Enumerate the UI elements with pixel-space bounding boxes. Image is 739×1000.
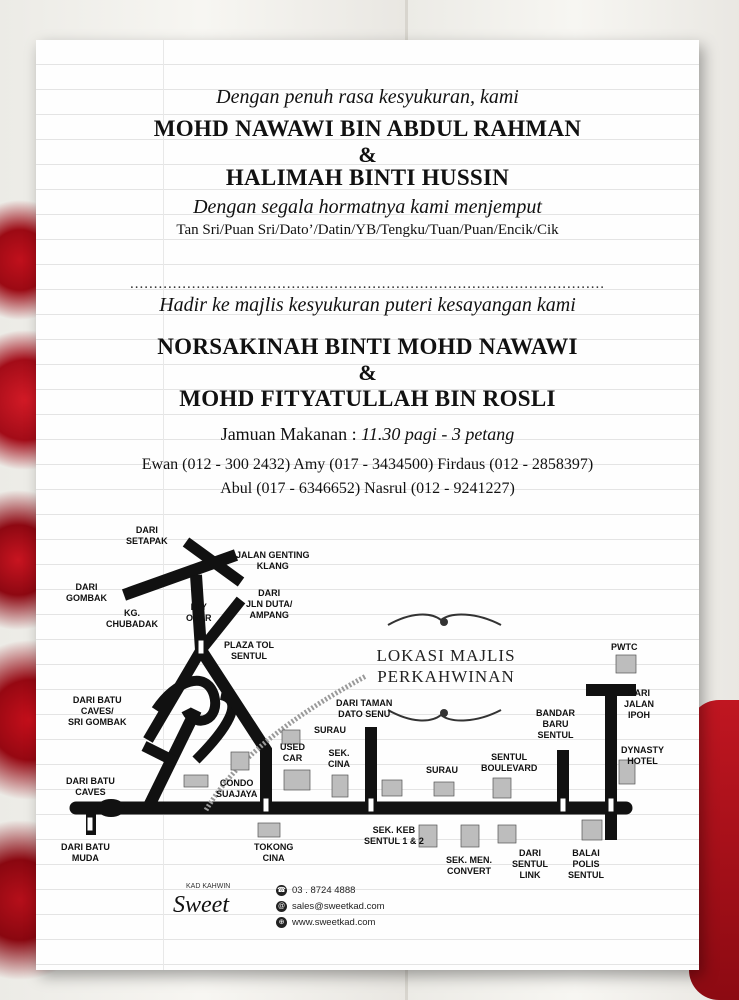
label-fly-over: FLY OVER — [186, 602, 212, 623]
opening-line: Dengan penuh rasa kesyukuran, kami — [216, 86, 519, 108]
host-mother-name: HALIMAH BINTI HUSSIN — [225, 165, 510, 190]
meal-time: 11.30 pagi - 3 petang — [361, 424, 515, 444]
email-icon: @ — [277, 903, 286, 910]
label-surau-2: SURAU — [426, 765, 459, 775]
label-dari-jalan-ipoh: DARI JALAN IPOH — [624, 688, 655, 720]
label-dari-batu-caves-gombak: DARI BATU CAVES/ SRI GOMBAK — [68, 695, 127, 727]
meal-label: Jamuan Makanan : — [220, 424, 357, 444]
label-pwtc: PWTC — [611, 642, 638, 652]
label-dari-batu-caves: DARI BATU CAVES — [66, 776, 115, 797]
label-sentul-boulevard: SENTUL BOULEVARD — [481, 752, 538, 773]
label-sek-cina: SEK. CINA — [328, 748, 350, 769]
brand-email-text: sales@sweetkad.com — [292, 901, 385, 913]
label-tokong-cina: TOKONG CINA — [254, 842, 294, 863]
label-dari-setapak: DARI SETAPAK — [126, 525, 168, 546]
venue-title — [366, 645, 526, 687]
venue-title-line-1: LOKASI MAJLIS — [376, 646, 516, 665]
phone-icon: ☎ — [277, 887, 286, 894]
label-sek-keb: SEK. KEB SENTUL 1 & 2 — [364, 825, 424, 846]
attend-line: Hadir ke majlis kesyukuran puteri kesayangan kami — [159, 294, 576, 316]
label-surau-1: SURAU — [314, 725, 347, 735]
contact-phones-line-1: Ewan (012 - 300 2432) Amy (017 - 3434500) Firdaus (012 - 2858397) — [141, 456, 594, 473]
brand-small-text: KAD KAHWIN — [186, 883, 231, 890]
globe-icon: ⊕ — [276, 917, 287, 928]
label-dari-taman: DARI TAMAN DATO SENU — [336, 698, 393, 719]
brand-web-text: www.sweetkad.com — [292, 917, 376, 929]
invitation-card — [36, 40, 699, 970]
label-jalan-genting: JALAN GENTING KLANG — [236, 550, 310, 571]
label-dynasty-hotel: DYNASTY HOTEL — [621, 745, 665, 766]
label-sek-men: SEK. MEN. CONVERT — [446, 855, 493, 876]
label-dari-jln-duta: DARI JLN DUTA/ AMPANG — [246, 588, 293, 620]
label-dari-sentul-link: DARI SENTUL LINK — [512, 848, 548, 880]
label-balai-polis: BALAI POLIS SENTUL — [568, 848, 604, 880]
label-used-car: USED CAR — [280, 742, 306, 763]
label-plaza-tol: PLAZA TOL SENTUL — [224, 640, 274, 661]
host-father-name: MOHD NAWAWI BIN ABDUL RAHMAN — [153, 116, 582, 141]
honorifics-line: Tan Sri/Puan Sri/Dato’/Datin/YB/Tengku/Tuan/Puan/Encik/Cik — [176, 222, 559, 238]
label-condo-suajaya: CONDO SUAJAYA — [216, 778, 258, 799]
label-dari-batu-muda: DARI BATU MUDA — [61, 842, 110, 863]
brand-email — [276, 901, 385, 912]
invite-line: Dengan segala hormatnya kami menjemput — [193, 196, 542, 218]
ampersand: & — [358, 142, 377, 167]
bride-name: NORSAKINAH BINTI MOHD NAWAWI — [157, 334, 578, 359]
label-dari-gombak: DARI GOMBAK — [66, 582, 107, 603]
location-map — [36, 520, 699, 950]
meal-info — [36, 424, 699, 445]
brand-logo-text: Sweet — [173, 892, 229, 918]
guest-name-dotted-line: .................................................................................................... — [130, 276, 605, 292]
label-bandar-baru: BANDAR BARU SENTUL — [536, 708, 575, 740]
ampersand-couple: & — [358, 360, 377, 385]
label-kg-chubadak: KG. CHUBADAK — [106, 608, 158, 629]
contact-phones-line-2: Abul (017 - 6346652) Nasrul (012 - 9241227) — [220, 480, 515, 497]
brand-phone — [276, 885, 355, 896]
brand-web — [276, 917, 375, 928]
map-roads — [36, 520, 699, 950]
brand-phone-text: 03 . 8724 4888 — [292, 885, 356, 897]
groom-name: MOHD FITYATULLAH BIN ROSLI — [179, 386, 556, 411]
venue-title-line-2: PERKAHWINAN — [377, 667, 515, 686]
